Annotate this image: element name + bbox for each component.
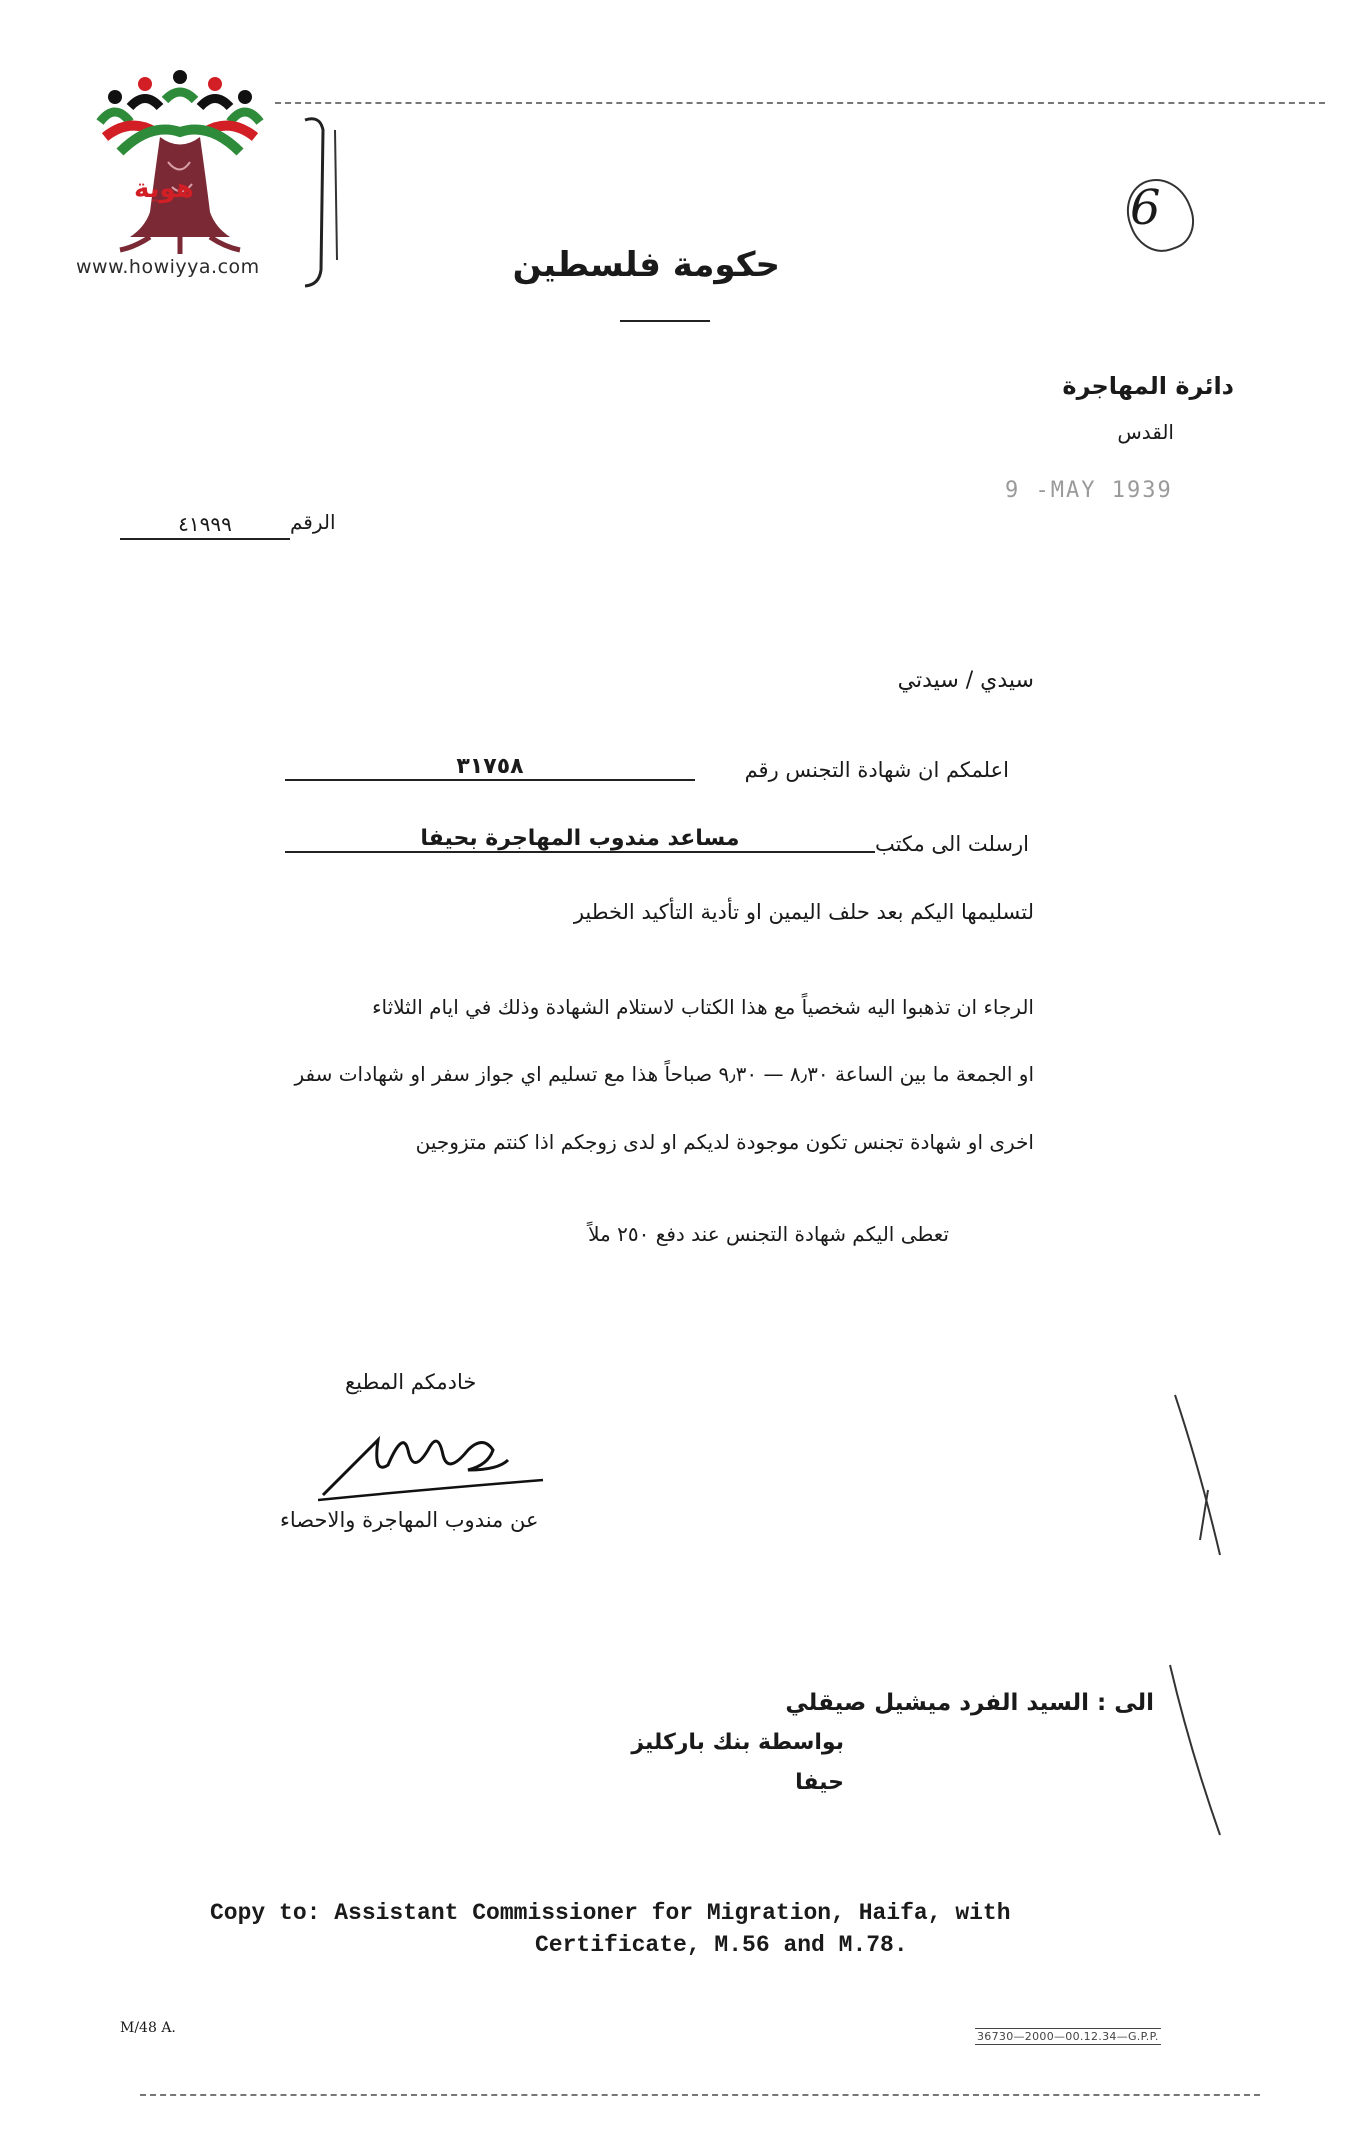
office-name: مساعد مندوب المهاجرة بحيفا [285, 826, 875, 853]
certificate-line-label: اعلمكم ان شهادة التجنس رقم [744, 758, 1009, 782]
reference-number: ٤١٩٩٩ [120, 512, 290, 540]
signer-title: عن مندوب المهاجرة والاحصاء [280, 1508, 539, 1532]
binding-bracket-mark [295, 110, 355, 290]
people-figures-icon [100, 70, 260, 152]
margin-pen-mark-2 [1165, 1660, 1225, 1840]
printer-reference: 36730—2000—00.12.34—G.P.P. [977, 2030, 1159, 2043]
page-number: 6 [1130, 180, 1161, 236]
date-stamp: 9 -MAY 1939 [1005, 478, 1173, 503]
bottom-scan-border [140, 2094, 1260, 2096]
delivery-note: لتسليمها اليكم بعد حلف اليمين او تأدية التأكيد الخطير [573, 900, 1034, 924]
margin-pen-mark [1170, 1390, 1230, 1560]
addressee-via: بواسطة بنك باركليز [631, 1730, 844, 1755]
office-line-label: ارسلت الى مكتب [874, 832, 1029, 856]
closing-text: خادمكم المطيع [345, 1370, 477, 1394]
instructions-line-3: اخرى او شهادة تجنس تكون موجودة لديكم او لدى زوجكم اذا كنتم متزوجين [415, 1130, 1034, 1154]
form-code: M/48 A. [120, 2020, 176, 2036]
salutation: سيدي / سيدتي [897, 668, 1034, 693]
howiyya-logo [90, 62, 270, 282]
fee-note: تعطى اليكم شهادة التجنس عند دفع ٢٥٠ ملاً [588, 1222, 949, 1246]
department-name: دائرة المهاجرة [1062, 372, 1234, 400]
copy-to-line-2: Certificate, M.56 and M.78. [535, 1932, 908, 1958]
department-city: القدس [1117, 420, 1174, 444]
top-scan-border [275, 102, 1325, 104]
copy-to-line-1: Copy to: Assistant Commissioner for Migration, Haifa, with [210, 1900, 1011, 1926]
addressee-name: الى : السيد الفرد ميشيل صيقلي [785, 1690, 1154, 1716]
addressee-city: حيفا [795, 1770, 844, 1795]
reference-label: الرقم [290, 510, 336, 534]
instructions-line-1: الرجاء ان تذهبوا اليه شخصياً مع هذا الكتاب لاستلام الشهادة وذلك في ايام الثلاثاء [372, 995, 1034, 1019]
certificate-number: ٣١٧٥٨ [285, 754, 695, 781]
logo-emblem-text: هوية [134, 174, 194, 204]
logo-url: www.howiyya.com [76, 256, 260, 278]
government-title: حكومة فلسطين [512, 245, 780, 285]
instructions-line-2: او الجمعة ما بين الساعة ٨٫٣٠ — ٩٫٣٠ صباحاً هذا مع تسليم اي جواز سفر او شهادات سفر [294, 1062, 1034, 1086]
title-rule [620, 320, 710, 322]
handwritten-signature [318, 1420, 548, 1510]
